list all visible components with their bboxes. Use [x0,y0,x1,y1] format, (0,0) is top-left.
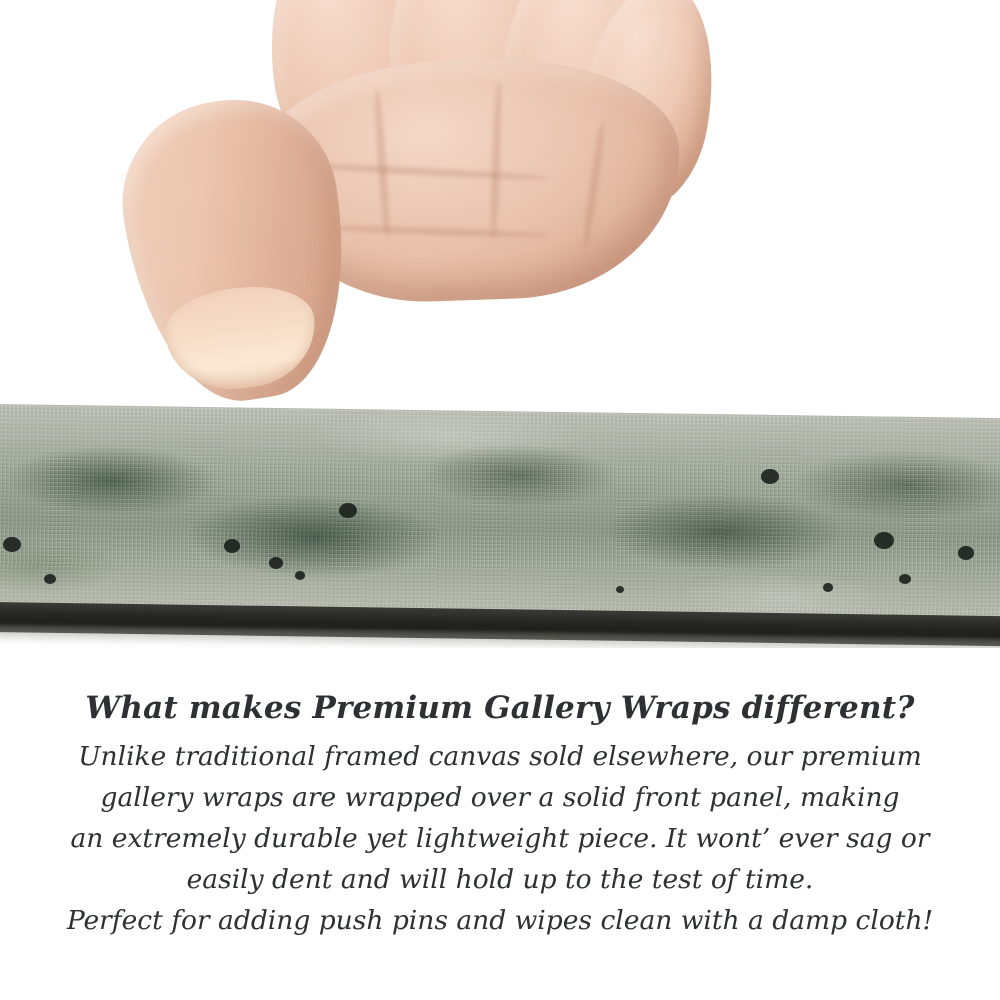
caption-line: Perfect for adding push pins and wipes clean with a damp cloth! [66,905,934,936]
canvas-wrap-edge [0,404,1000,648]
human-hand-fist [120,0,680,430]
caption-line: an extremely durable yet lightweight piece. It wont’ ever sag or [70,823,930,854]
caption-headline: What makes Premium Gallery Wraps different? [85,690,915,726]
caption-line: gallery wraps are wrapped over a solid front panel, making [100,782,900,813]
canvas-spot [823,583,833,592]
caption-line: Unlike traditional framed canvas sold elsewhere, our premium [78,741,922,772]
canvas-spot [958,546,974,560]
canvas-spot [874,532,894,549]
canvas-spot [295,571,305,580]
canvas-spot [224,539,240,553]
caption-block [0,690,1000,941]
canvas-spot [269,557,283,569]
caption-line: easily dent and will hold up to the test of time. [186,864,814,895]
canvas-spot [616,586,624,593]
canvas-weave-texture [0,404,1000,632]
